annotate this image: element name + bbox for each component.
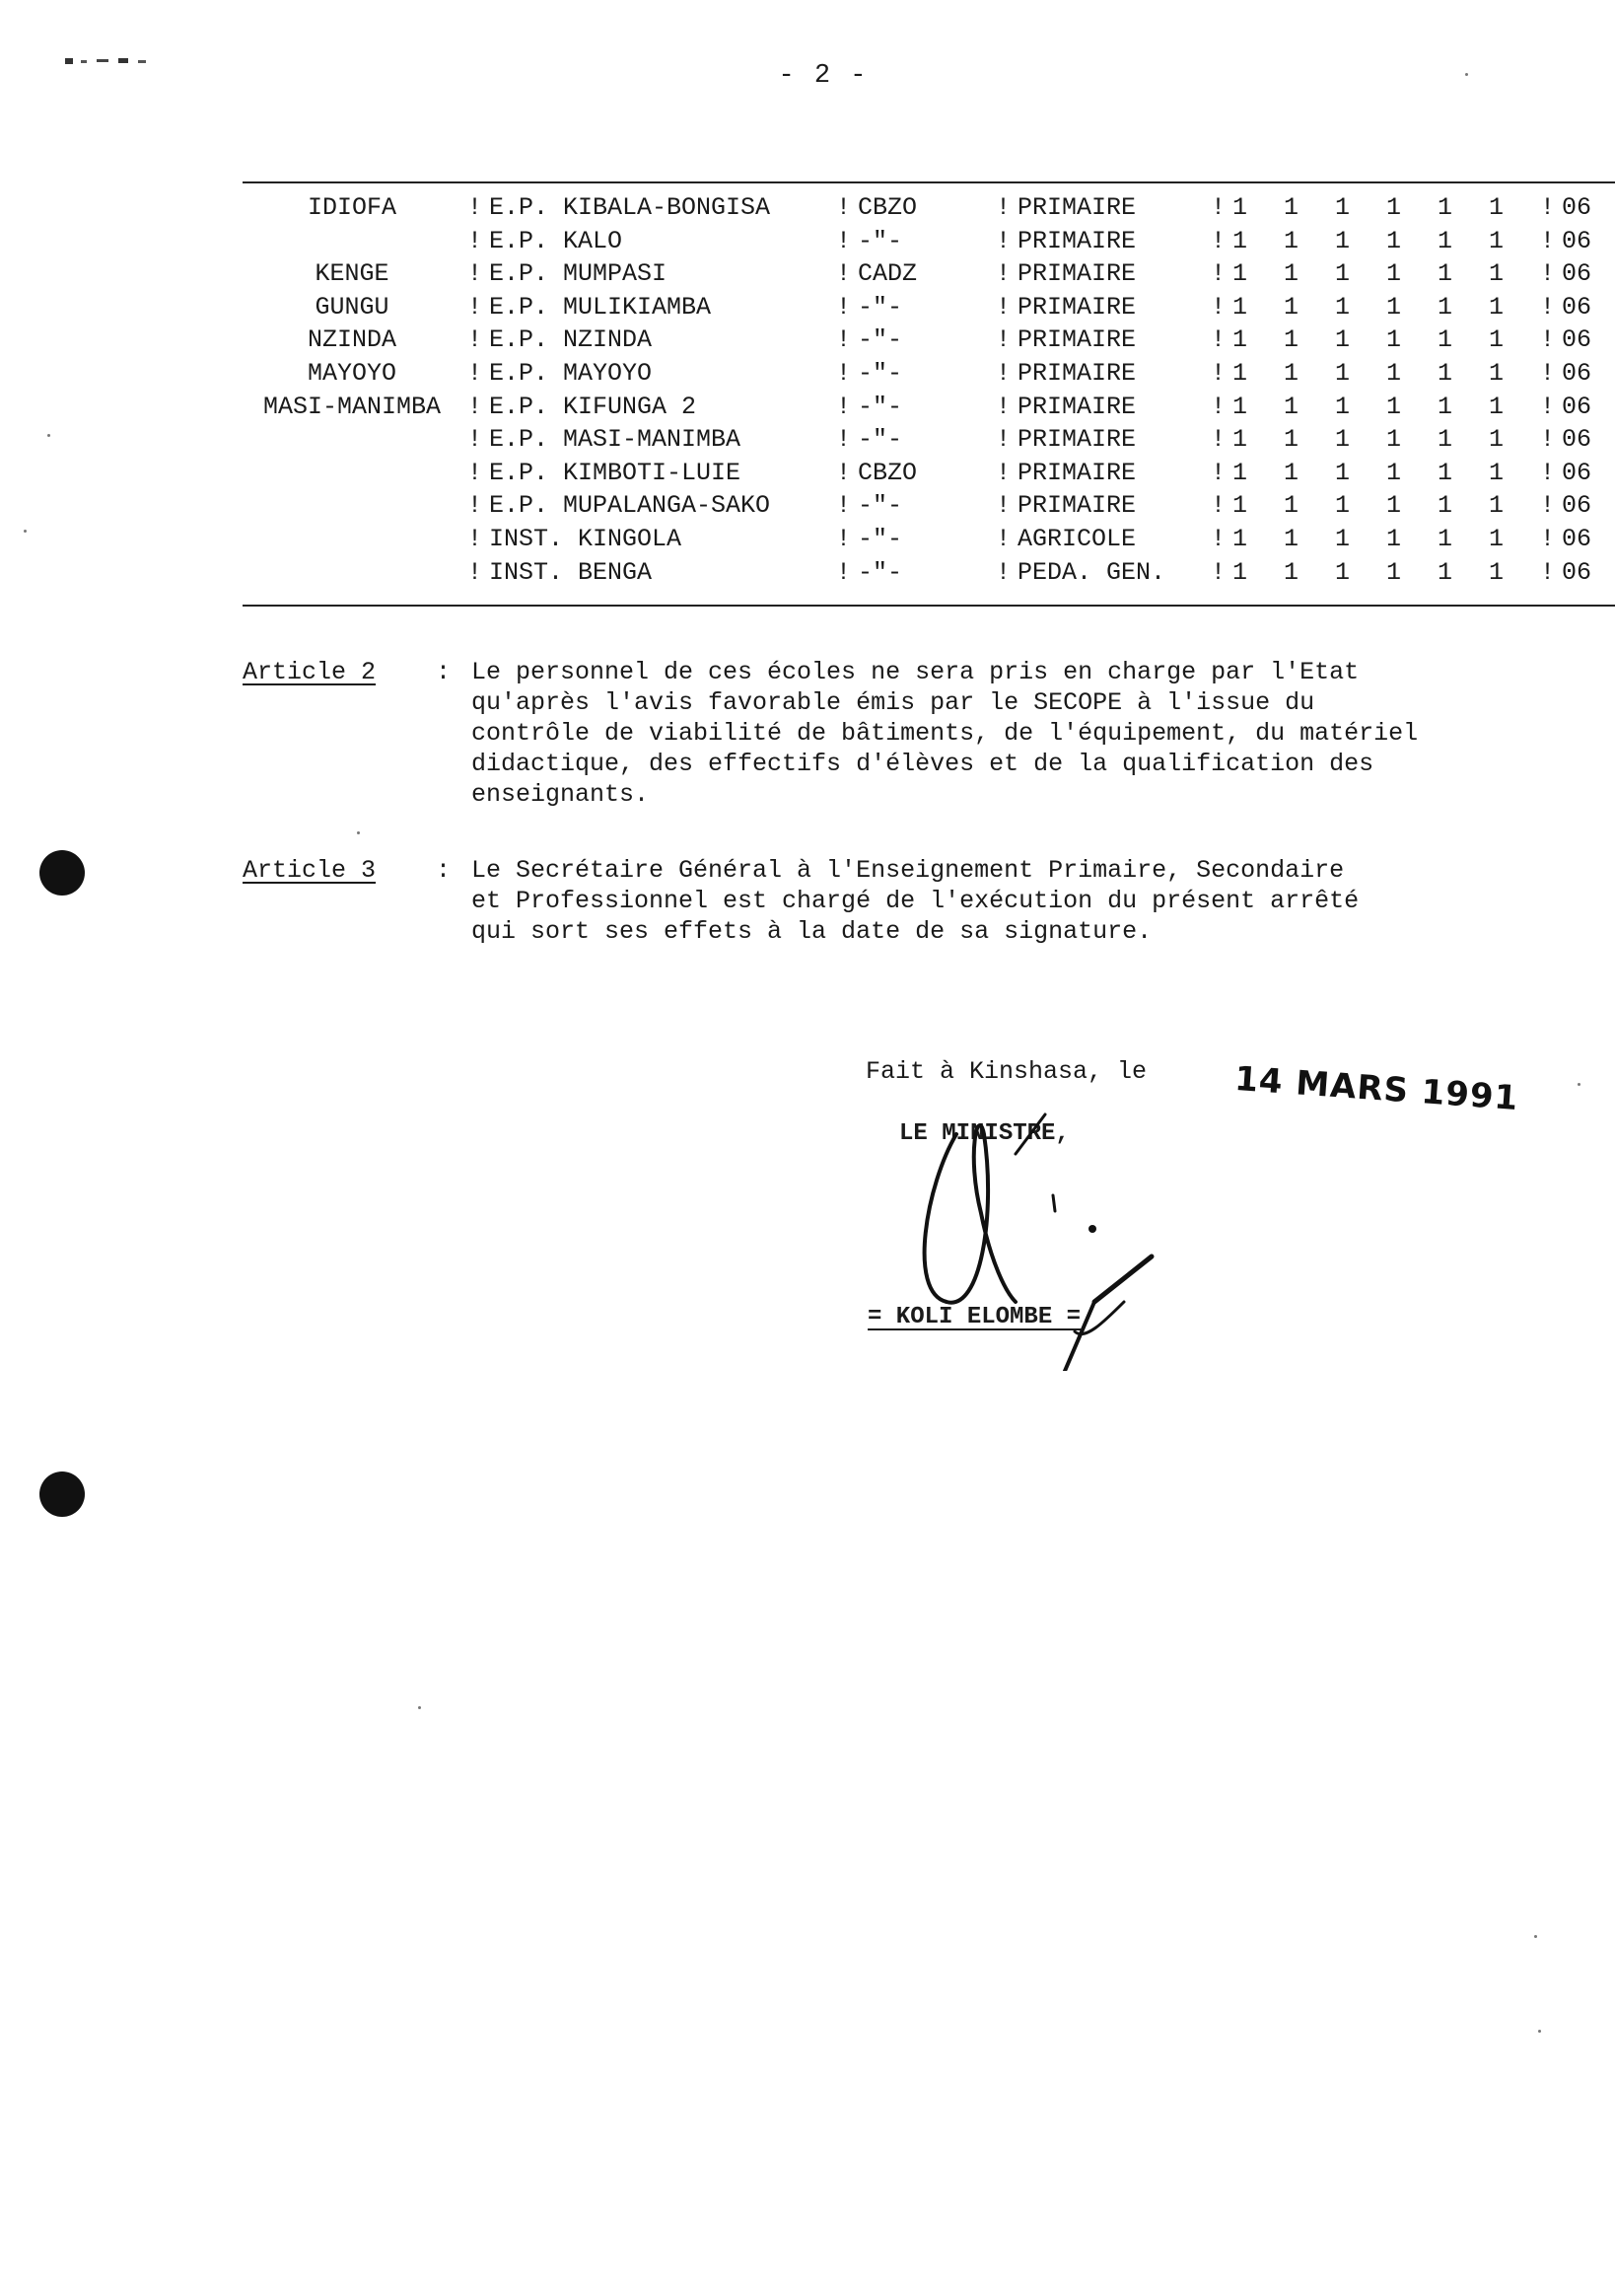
level-cell: 1 [1232, 259, 1248, 289]
speck [1465, 73, 1468, 76]
school-name-cell: E.P. MULIKIAMBA [489, 292, 712, 322]
table-bottom-rule [243, 605, 1615, 607]
table-row [237, 257, 1615, 291]
separator: ! [836, 358, 852, 388]
separator: ! [1211, 458, 1227, 487]
separator: ! [1211, 292, 1227, 322]
total-cell: 06 [1562, 458, 1592, 487]
separator: ! [836, 392, 852, 421]
table-row [237, 357, 1615, 391]
separator: ! [996, 392, 1012, 421]
level-cell: 1 [1284, 325, 1299, 355]
code-cell: -"- [858, 325, 903, 355]
table-row [237, 457, 1615, 490]
separator: ! [836, 292, 852, 322]
separator: ! [1211, 425, 1227, 455]
separator: ! [1540, 193, 1556, 222]
level-cell: 1 [1232, 292, 1248, 322]
separator: ! [996, 358, 1012, 388]
level-cell: 1 [1489, 458, 1505, 487]
locality-cell: NZINDA [307, 325, 396, 355]
level-cell: 1 [1335, 193, 1351, 222]
level-cell: 1 [1489, 259, 1505, 289]
separator: ! [1211, 259, 1227, 289]
article-colon: : [436, 658, 452, 686]
school-type-cell: PRIMAIRE [1018, 259, 1137, 289]
separator: ! [996, 292, 1012, 322]
locality-cell: MAYOYO [307, 358, 396, 388]
separator: ! [467, 557, 483, 587]
separator: ! [1211, 392, 1227, 421]
speck [1578, 1083, 1580, 1086]
school-type-cell: PRIMAIRE [1018, 458, 1137, 487]
locality-cell: MASI-MANIMBA [262, 392, 442, 421]
table-row [237, 423, 1615, 457]
code-cell: -"- [858, 226, 903, 255]
total-cell: 06 [1562, 226, 1592, 255]
punch-hole-icon [39, 1471, 85, 1517]
level-cell: 1 [1284, 292, 1299, 322]
level-cell: 1 [1284, 226, 1299, 255]
level-cell: 1 [1438, 259, 1453, 289]
level-cell: 1 [1438, 193, 1453, 222]
separator: ! [836, 325, 852, 355]
separator: ! [836, 524, 852, 553]
level-cell: 1 [1386, 259, 1402, 289]
total-cell: 06 [1562, 292, 1592, 322]
scan-mark-icon [63, 54, 172, 68]
separator: ! [1211, 226, 1227, 255]
table-row [237, 489, 1615, 523]
separator: ! [996, 491, 1012, 521]
separator: ! [467, 226, 483, 255]
school-type-cell: PRIMAIRE [1018, 358, 1137, 388]
level-cell: 1 [1489, 524, 1505, 553]
separator: ! [1540, 226, 1556, 255]
code-cell: -"- [858, 425, 903, 455]
locality-cell [237, 457, 467, 490]
speck [357, 831, 360, 834]
school-name-cell: E.P. MUMPASI [489, 259, 667, 289]
level-cell: 1 [1438, 458, 1453, 487]
level-cell: 1 [1335, 392, 1351, 421]
article-text: Le personnel de ces écoles ne sera pris en charge par l'Etat qu'après l'avis favorable émis par le SECOPE à l'issue du contrôle de viabilité de bâtiments, de l'équipement, du matériel didactique, des effectifs d'élèves et de la qualification des enseignants. [471, 658, 1419, 809]
level-cell: 1 [1386, 524, 1402, 553]
locality-cell [237, 556, 467, 590]
level-cell: 1 [1335, 259, 1351, 289]
level-cell: 1 [1489, 358, 1505, 388]
code-cell: -"- [858, 392, 903, 421]
code-cell: -"- [858, 358, 903, 388]
code-cell: CBZO [858, 458, 918, 487]
separator: ! [836, 226, 852, 255]
level-cell: 1 [1386, 557, 1402, 587]
separator: ! [836, 491, 852, 521]
separator: ! [467, 259, 483, 289]
separator: ! [1540, 259, 1556, 289]
level-cell: 1 [1386, 193, 1402, 222]
level-cell: 1 [1232, 226, 1248, 255]
school-name-cell: E.P. MUPALANGA-SAKO [489, 491, 771, 521]
page-number: - 2 - [778, 61, 869, 91]
separator: ! [996, 226, 1012, 255]
speck [47, 434, 50, 437]
schools-table [237, 191, 1615, 589]
school-type-cell: PEDA. GEN. [1018, 557, 1166, 587]
school-name-cell: E.P. MAYOYO [489, 358, 653, 388]
level-cell: 1 [1438, 226, 1453, 255]
speck [1534, 1935, 1537, 1938]
total-cell: 06 [1562, 557, 1592, 587]
level-cell: 1 [1284, 491, 1299, 521]
level-cell: 1 [1335, 226, 1351, 255]
separator: ! [467, 358, 483, 388]
separator: ! [1540, 325, 1556, 355]
speck [24, 530, 27, 533]
level-cell: 1 [1386, 325, 1402, 355]
separator: ! [1211, 524, 1227, 553]
level-cell: 1 [1284, 557, 1299, 587]
locality-cell: IDIOFA [307, 193, 396, 222]
level-cell: 1 [1232, 358, 1248, 388]
minister-title: LE MINISTRE, [899, 1120, 1070, 1147]
level-cell: 1 [1232, 392, 1248, 421]
level-cell: 1 [1438, 491, 1453, 521]
separator: ! [836, 425, 852, 455]
table-row [237, 323, 1615, 357]
article-label: Article 2 [243, 658, 377, 686]
code-cell: -"- [858, 491, 903, 521]
code-cell: -"- [858, 557, 903, 587]
level-cell: 1 [1386, 226, 1402, 255]
school-name-cell: E.P. KIMBOTI-LUIE [489, 458, 741, 487]
separator: ! [996, 458, 1012, 487]
separator: ! [467, 524, 483, 553]
speck [418, 1706, 421, 1709]
table-row [237, 291, 1615, 324]
total-cell: 06 [1562, 491, 1592, 521]
level-cell: 1 [1232, 458, 1248, 487]
separator: ! [467, 392, 483, 421]
total-cell: 06 [1562, 392, 1592, 421]
table-top-rule [243, 181, 1615, 183]
level-cell: 1 [1386, 458, 1402, 487]
separator: ! [996, 425, 1012, 455]
article-3 [243, 855, 1615, 964]
school-type-cell: PRIMAIRE [1018, 193, 1137, 222]
level-cell: 1 [1232, 325, 1248, 355]
level-cell: 1 [1438, 292, 1453, 322]
separator: ! [1540, 358, 1556, 388]
school-type-cell: PRIMAIRE [1018, 392, 1137, 421]
school-type-cell: PRIMAIRE [1018, 325, 1137, 355]
separator: ! [467, 292, 483, 322]
locality-cell [237, 423, 467, 457]
level-cell: 1 [1489, 292, 1505, 322]
total-cell: 06 [1562, 193, 1592, 222]
code-cell: CADZ [858, 259, 918, 289]
locality-cell [237, 489, 467, 523]
date-stamp: 14 MARS 1991 [1232, 1058, 1520, 1119]
table-row [237, 391, 1615, 424]
total-cell: 06 [1562, 358, 1592, 388]
signature-icon [887, 1095, 1173, 1371]
separator: ! [1211, 193, 1227, 222]
level-cell: 1 [1232, 491, 1248, 521]
level-cell: 1 [1335, 425, 1351, 455]
level-cell: 1 [1232, 524, 1248, 553]
level-cell: 1 [1438, 325, 1453, 355]
level-cell: 1 [1438, 524, 1453, 553]
level-cell: 1 [1284, 425, 1299, 455]
level-cell: 1 [1489, 193, 1505, 222]
separator: ! [467, 458, 483, 487]
level-cell: 1 [1489, 226, 1505, 255]
school-type-cell: PRIMAIRE [1018, 226, 1137, 255]
level-cell: 1 [1489, 491, 1505, 521]
table-row [237, 556, 1615, 590]
separator: ! [996, 557, 1012, 587]
separator: ! [467, 425, 483, 455]
level-cell: 1 [1335, 358, 1351, 388]
school-name-cell: INST. BENGA [489, 557, 653, 587]
separator: ! [1540, 524, 1556, 553]
level-cell: 1 [1284, 259, 1299, 289]
code-cell: CBZO [858, 193, 918, 222]
code-cell: -"- [858, 292, 903, 322]
separator: ! [836, 458, 852, 487]
school-name-cell: INST. KINGOLA [489, 524, 682, 553]
table-row [237, 225, 1615, 258]
separator: ! [1540, 292, 1556, 322]
speck [1538, 2030, 1541, 2033]
separator: ! [1540, 491, 1556, 521]
separator: ! [467, 193, 483, 222]
separator: ! [467, 325, 483, 355]
total-cell: 06 [1562, 425, 1592, 455]
separator: ! [836, 259, 852, 289]
level-cell: 1 [1284, 358, 1299, 388]
separator: ! [1211, 358, 1227, 388]
level-cell: 1 [1489, 325, 1505, 355]
separator: ! [1540, 392, 1556, 421]
table-row [237, 523, 1615, 556]
level-cell: 1 [1232, 193, 1248, 222]
separator: ! [1540, 557, 1556, 587]
locality-cell [237, 225, 467, 258]
level-cell: 1 [1489, 425, 1505, 455]
separator: ! [996, 193, 1012, 222]
level-cell: 1 [1335, 458, 1351, 487]
level-cell: 1 [1284, 458, 1299, 487]
school-name-cell: E.P. KIBALA-BONGISA [489, 193, 771, 222]
separator: ! [467, 491, 483, 521]
school-name-cell: E.P. NZINDA [489, 325, 653, 355]
separator: ! [1211, 557, 1227, 587]
level-cell: 1 [1386, 392, 1402, 421]
school-type-cell: PRIMAIRE [1018, 425, 1137, 455]
level-cell: 1 [1489, 557, 1505, 587]
article-2 [243, 657, 1615, 825]
school-type-cell: AGRICOLE [1018, 524, 1137, 553]
separator: ! [996, 524, 1012, 553]
level-cell: 1 [1232, 557, 1248, 587]
level-cell: 1 [1335, 524, 1351, 553]
article-text: Le Secrétaire Général à l'Enseignement Primaire, Secondaire et Professionnel est chargé de l'exécution du présent arrêté qui sort ses effets à la date de sa signature. [471, 856, 1360, 946]
school-name-cell: E.P. KALO [489, 226, 623, 255]
level-cell: 1 [1386, 358, 1402, 388]
level-cell: 1 [1386, 425, 1402, 455]
locality-cell [237, 523, 467, 556]
level-cell: 1 [1335, 557, 1351, 587]
school-name-cell: E.P. KIFUNGA 2 [489, 392, 697, 421]
total-cell: 06 [1562, 325, 1592, 355]
article-label: Article 3 [243, 856, 377, 885]
school-name-cell: E.P. MASI-MANIMBA [489, 425, 741, 455]
punch-hole-icon [39, 850, 85, 896]
level-cell: 1 [1438, 392, 1453, 421]
locality-cell: KENGE [315, 259, 389, 289]
total-cell: 06 [1562, 259, 1592, 289]
separator: ! [836, 193, 852, 222]
level-cell: 1 [1438, 358, 1453, 388]
table-row [237, 191, 1615, 225]
level-cell: 1 [1438, 425, 1453, 455]
separator: ! [996, 325, 1012, 355]
separator: ! [1540, 425, 1556, 455]
locality-cell: GUNGU [315, 292, 389, 322]
level-cell: 1 [1438, 557, 1453, 587]
separator: ! [1211, 325, 1227, 355]
school-type-cell: PRIMAIRE [1018, 292, 1137, 322]
article-colon: : [436, 856, 452, 885]
minister-name: = KOLI ELOMBE = [868, 1304, 1082, 1330]
level-cell: 1 [1284, 193, 1299, 222]
level-cell: 1 [1335, 325, 1351, 355]
level-cell: 1 [1386, 292, 1402, 322]
school-type-cell: PRIMAIRE [1018, 491, 1137, 521]
level-cell: 1 [1335, 491, 1351, 521]
level-cell: 1 [1335, 292, 1351, 322]
separator: ! [1540, 458, 1556, 487]
level-cell: 1 [1284, 392, 1299, 421]
code-cell: -"- [858, 524, 903, 553]
separator: ! [1211, 491, 1227, 521]
total-cell: 06 [1562, 524, 1592, 553]
level-cell: 1 [1284, 524, 1299, 553]
separator: ! [996, 259, 1012, 289]
level-cell: 1 [1386, 491, 1402, 521]
place-date-line: Fait à Kinshasa, le [866, 1057, 1148, 1086]
separator: ! [836, 557, 852, 587]
level-cell: 1 [1489, 392, 1505, 421]
level-cell: 1 [1232, 425, 1248, 455]
